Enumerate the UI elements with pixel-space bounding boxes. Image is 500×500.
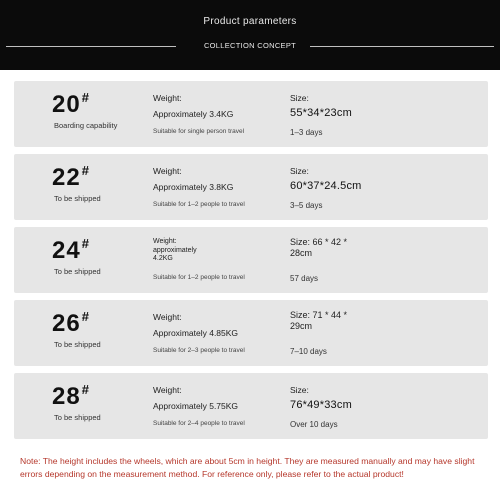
size-number: 20# bbox=[52, 90, 90, 118]
weight-label: Weight: bbox=[153, 312, 182, 322]
suitable-text: Suitable for 1–2 people to travel bbox=[153, 274, 245, 281]
suitable-text: Suitable for single person travel bbox=[153, 128, 245, 135]
header-banner bbox=[0, 0, 500, 70]
capacity-label: To be shipped bbox=[54, 194, 101, 203]
weight-label: Weight: bbox=[153, 238, 177, 245]
page-subtitle: COLLECTION CONCEPT bbox=[203, 41, 297, 50]
size-block bbox=[290, 310, 400, 332]
size-value: 55*34*23cm bbox=[290, 107, 352, 119]
capacity-label: Boarding capability bbox=[54, 121, 118, 130]
weight-value: Approximately 3.4KG bbox=[153, 109, 234, 119]
suitable-text: Suitable for 2–3 people to travel bbox=[153, 347, 245, 354]
weight-block bbox=[153, 238, 197, 264]
size-value-line2: 29cm bbox=[290, 321, 313, 331]
spec-card-22 bbox=[14, 154, 488, 220]
size-value-line1: Size: 71 * 44 * bbox=[290, 310, 348, 320]
capacity-label: To be shipped bbox=[54, 267, 101, 276]
measurement-note: Note: The height includes the wheels, which are about 5cm in height. They are measured manually and may have slight errors depending on the measurement method. For reference only, please refer to the actual product! bbox=[20, 456, 475, 479]
inch-mark: # bbox=[81, 163, 90, 178]
size-block bbox=[290, 237, 400, 259]
travel-days: Over 10 days bbox=[290, 420, 338, 429]
travel-days: 57 days bbox=[290, 274, 319, 283]
weight-label: Weight: bbox=[153, 166, 182, 176]
size-number: 24# bbox=[52, 236, 90, 264]
spec-card-20 bbox=[14, 81, 488, 147]
travel-days: 1–3 days bbox=[290, 128, 323, 137]
size-label: Size: bbox=[290, 166, 309, 176]
size-number: 26# bbox=[52, 309, 90, 337]
size-number: 22# bbox=[52, 163, 90, 191]
suitable-text: Suitable for 2–4 people to travel bbox=[153, 420, 245, 427]
spec-card-28 bbox=[14, 373, 488, 439]
weight-value: 4.2KG bbox=[153, 255, 173, 262]
inch-mark: # bbox=[81, 382, 90, 397]
capacity-label: To be shipped bbox=[54, 413, 101, 422]
spec-card-24 bbox=[14, 227, 488, 293]
weight-value: Approximately 4.85KG bbox=[153, 328, 239, 338]
weight-label: Weight: bbox=[153, 385, 182, 395]
suitable-text: Suitable for 1–2 people to travel bbox=[153, 201, 245, 208]
inch-mark: # bbox=[81, 309, 90, 324]
weight-approx: approximately bbox=[153, 246, 197, 254]
weight-value: Approximately 3.8KG bbox=[153, 182, 234, 192]
size-value-line1: Size: 66 * 42 * bbox=[290, 237, 348, 247]
spec-card-26 bbox=[14, 300, 488, 366]
size-value-line2: 28cm bbox=[290, 248, 313, 258]
page-title: Product parameters bbox=[203, 16, 297, 27]
size-value: 76*49*33cm bbox=[290, 399, 352, 411]
size-value: 60*37*24.5cm bbox=[290, 180, 362, 192]
travel-days: 7–10 days bbox=[290, 347, 327, 356]
size-number: 28# bbox=[52, 382, 90, 410]
weight-value: Approximately 5.75KG bbox=[153, 401, 239, 411]
inch-mark: # bbox=[81, 90, 90, 105]
size-label: Size: bbox=[290, 385, 309, 395]
weight-label: Weight: bbox=[153, 93, 182, 103]
size-label: Size: bbox=[290, 93, 309, 103]
header-divider-right bbox=[310, 46, 494, 47]
travel-days: 3–5 days bbox=[290, 201, 323, 210]
capacity-label: To be shipped bbox=[54, 340, 101, 349]
inch-mark: # bbox=[81, 236, 90, 251]
